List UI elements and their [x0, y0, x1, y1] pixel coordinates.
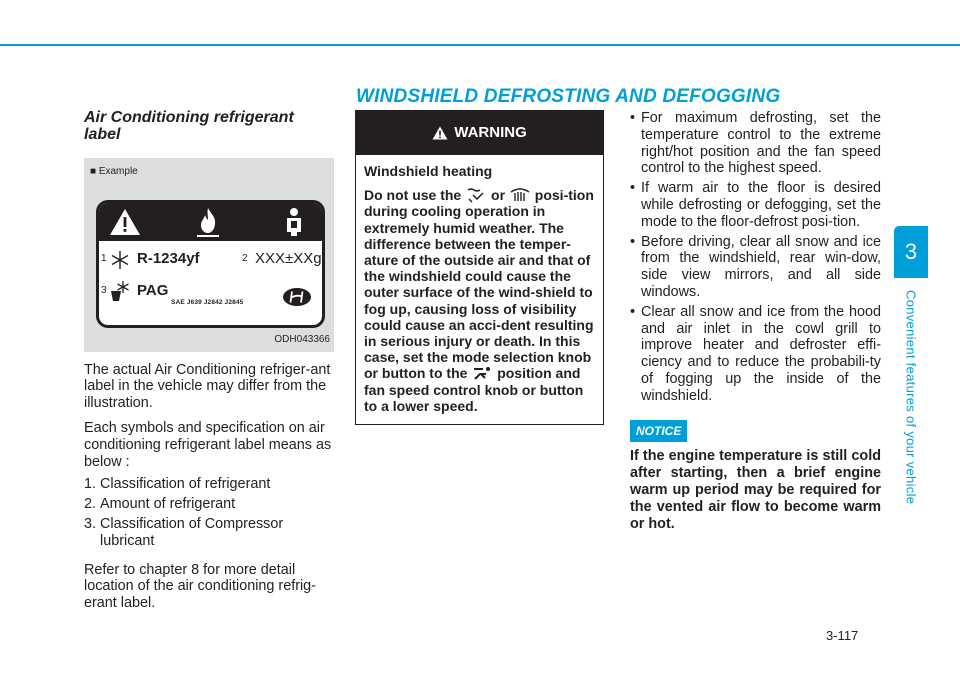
- list-item: • Before driving, clear all snow and ice from the windshield, rear win-dow, side view mirrors, and all side windows.: [630, 233, 881, 300]
- list-item: • For maximum defrosting, set the temperature control to the extreme right/hot position and the fan speed control to the highest speed.: [630, 110, 881, 177]
- defrost-mode-icon: [509, 187, 531, 203]
- refrigerant-snowflake-icon: [109, 249, 131, 271]
- label-num-2: 2: [242, 252, 248, 264]
- notice-badge: NOTICE: [630, 420, 687, 443]
- compressor-oil-icon: [109, 279, 133, 303]
- floor-defrost-mode-icon: [465, 187, 487, 203]
- face-mode-icon: [471, 365, 493, 381]
- refrigerant-para-2: Each symbols and specification on air conditioning refrigerant label means as below :: [84, 419, 332, 470]
- warning-header: [356, 111, 603, 155]
- label-lubricant-type: PAG: [137, 281, 169, 299]
- chapter-side-title: [896, 290, 926, 505]
- list-item: 1. Classification of refrigerant: [84, 476, 271, 493]
- warning-title: WARNING: [454, 123, 527, 141]
- warning-subtitle: Windshield heating: [364, 163, 493, 179]
- flammable-icon: [195, 206, 221, 238]
- warning-triangle-icon: [432, 126, 448, 140]
- column-refrigerant: [84, 110, 334, 612]
- column-defrost-tips: [627, 110, 881, 532]
- chapter-number: 3: [904, 239, 918, 264]
- top-rule: [0, 44, 960, 46]
- warning-triangle-icon: [109, 207, 141, 237]
- column-warning: [355, 110, 604, 425]
- hyundai-logo-icon: [282, 287, 312, 307]
- list-item: • If warm air to the floor is desired while defrosting or defogging, set the mode to the floor-defrost posi-tion.: [630, 180, 881, 230]
- label-refrigerant-type: R-1234yf: [137, 249, 200, 267]
- page-number: 3-117: [826, 628, 859, 643]
- label-num-1: 1: [101, 252, 107, 264]
- refrigerant-label-figure: [84, 158, 334, 352]
- warning-box: [355, 110, 604, 425]
- list-item: 2. Amount of refrigerant: [84, 496, 236, 513]
- refrigerant-heading: Air Conditioning refrigerant label: [84, 109, 294, 143]
- figure-code: ODH043366: [274, 333, 330, 345]
- refrigerant-item-list: [84, 476, 334, 549]
- figure-example-caption: ■ Example: [90, 165, 138, 177]
- chapter-tab: [894, 226, 928, 278]
- refrigerant-para-3: Refer to chapter 8 for more detail location of the air conditioning refrig-erant label.: [84, 561, 316, 612]
- warning-body: [356, 155, 603, 424]
- refrigerant-para-1: The actual Air Conditioning refriger-ant label in the vehicle may differ from the illustration.: [84, 361, 331, 412]
- notice-text: If the engine temperature is still cold after starting, then a brief engine warm up period may be required for the vented air flow to become warm or hot.: [630, 448, 881, 532]
- label-sae-standards: SAE J639 J2842 J2845: [171, 298, 244, 306]
- label-refrigerant-amount: XXX±XXg: [255, 249, 322, 267]
- section-title: WINDSHIELD DEFROSTING AND DEFOGGING: [356, 86, 781, 107]
- label-num-3: 3: [101, 284, 107, 296]
- defrost-tips-list: [627, 110, 881, 405]
- list-item: • Clear all snow and ice from the hood and air inlet in the cowl grill to improve heater and defroster effi-ciency and to reduce the probabili-ty of fogging up the inside of the windshield.: [630, 303, 881, 404]
- warning-text: Do not use the or posi-tion during cooling operation in extremely humid weather. The difference between the temper-ature of the outside air and that of the windshield could cause the outer surface of the wind-shield to fog up, causing loss of visibility could cause an acci-dent resulting in serious injury or death. In this case, set the mode selection knob or button to the position and fan speed control knob or button to a lower speed.: [364, 187, 594, 414]
- chapter-title: Convenient features of your vehicle: [903, 290, 919, 505]
- refrigerant-label-card: [96, 200, 325, 328]
- technician-service-icon: [280, 206, 308, 238]
- list-item: 3. Classification of Compressor lubricant: [84, 515, 284, 549]
